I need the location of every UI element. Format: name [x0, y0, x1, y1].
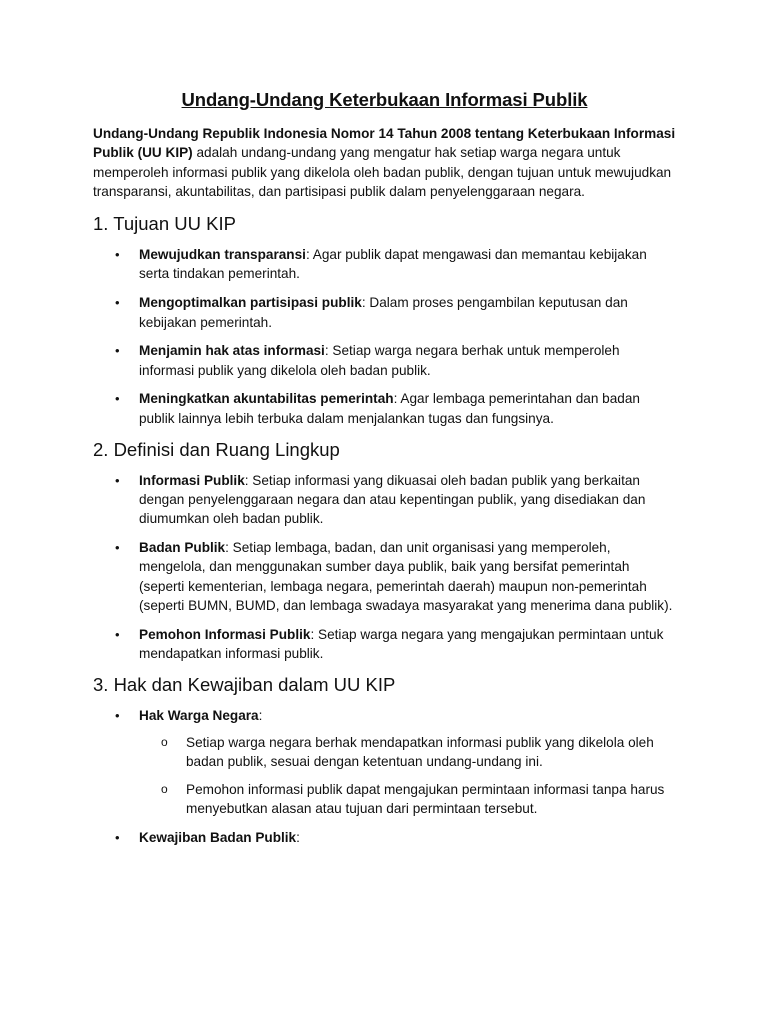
sub-item-text: Pemohon informasi publik dapat mengajukan permintaan informasi tanpa harus menyebutkan alasan atau tujuan dari permintaan tersebut.	[186, 781, 665, 816]
list-item	[93, 538, 676, 615]
item-term: Menjamin hak atas informasi	[139, 343, 325, 359]
item-desc: :	[296, 829, 300, 845]
bullet-icon: •	[115, 295, 120, 311]
list-item	[93, 625, 676, 664]
item-desc: : Agar lembaga pemerintahan dan badan publik lainnya lebih terbuka dalam menjalankan tugas dan fungsinya.	[139, 391, 640, 426]
item-term: Kewajiban Badan Publik	[139, 829, 297, 845]
bullet-icon: •	[115, 391, 120, 407]
circle-bullet-icon: o	[161, 781, 168, 796]
section-heading: 3. Hak dan Kewajiban dalam UU KIP	[93, 673, 396, 695]
item-term: Badan Publik	[139, 539, 226, 555]
intro-text: adalah undang-undang yang mengatur hak setiap warga negara untuk memperoleh informasi publik yang dikelola oleh badan publik, dengan tujuan untuk mewujudkan transparansi, akuntabilitas, dan partisipasi publik dalam penyelenggaraan negara.	[93, 145, 672, 199]
item-term: Informasi Publik	[139, 472, 245, 488]
section-hak-kewajiban	[93, 673, 676, 847]
bullet-icon: •	[115, 343, 120, 359]
sub-list-item	[139, 780, 676, 819]
item-desc: : Agar publik dapat mengawasi dan memantau kebijakan serta tindakan pemerintah.	[139, 247, 647, 282]
item-term: Pemohon Informasi Publik	[139, 626, 311, 642]
list-item	[93, 341, 676, 380]
document-title: Undang-Undang Keterbukaan Informasi Publik	[181, 89, 588, 110]
section-heading: 2. Definisi dan Ruang Lingkup	[93, 438, 340, 460]
list-item	[93, 471, 676, 529]
list-item	[93, 828, 676, 847]
item-term: Mewujudkan transparansi	[139, 247, 306, 263]
item-desc: :	[258, 707, 263, 723]
bullet-list	[93, 471, 676, 664]
bullet-icon: •	[115, 829, 120, 845]
intro-paragraph	[93, 124, 676, 201]
sub-item-text: Setiap warga negara berhak mendapatkan informasi publik yang dikelola oleh badan publik, sesuai dengan ketentuan undang-undang ini.	[186, 735, 654, 770]
item-term: Mengoptimalkan partisipasi publik	[139, 295, 362, 311]
bullet-icon: •	[115, 472, 120, 488]
section-tujuan	[93, 212, 676, 428]
sub-list-item	[139, 733, 676, 772]
list-item	[93, 245, 676, 284]
bullet-list	[93, 706, 676, 847]
list-item	[93, 389, 676, 428]
sub-list	[139, 733, 676, 818]
bullet-icon: •	[115, 539, 120, 555]
bullet-icon: •	[115, 626, 120, 642]
list-item	[93, 293, 676, 332]
circle-bullet-icon: o	[161, 735, 168, 750]
item-desc: : Setiap informasi yang dikuasai oleh badan publik yang berkaitan dengan penyelenggaraan negara dan atau kepentingan publik, yang disediakan dan diumumkan oleh badan publik.	[139, 472, 646, 527]
item-desc: : Setiap warga negara yang mengajukan permintaan untuk mendapatkan informasi publik.	[139, 626, 664, 661]
item-desc: : Setiap warga negara berhak untuk memperoleh informasi publik yang dikelola oleh badan publik.	[139, 343, 620, 378]
intro-bold: Undang-Undang Republik Indonesia Nomor 14 Tahun 2008 tentang Keterbukaan Informasi Publik (UU KIP)	[93, 126, 676, 161]
item-term: Hak Warga Negara	[139, 707, 259, 723]
item-desc: : Dalam proses pengambilan keputusan dan kebijakan pemerintah.	[139, 295, 628, 330]
section-definisi	[93, 438, 676, 664]
item-term: Meningkatkan akuntabilitas pemerintah	[139, 391, 394, 407]
section-heading: 1. Tujuan UU KIP	[93, 213, 236, 235]
bullet-icon: •	[115, 707, 120, 723]
bullet-list	[93, 245, 676, 428]
list-item	[93, 706, 676, 818]
item-desc: : Setiap lembaga, badan, dan unit organisasi yang memperoleh, mengelola, dan menggunakan sumber daya publik, baik yang bersifat pemerintah (seperti kementerian, lembaga negara, pemerintah daerah) maupun non-pemerintah (seperti BUMN, BUMD, dan lembaga swadaya masyarakat yang menerima dana publik).	[139, 539, 673, 613]
bullet-icon: •	[115, 247, 120, 263]
